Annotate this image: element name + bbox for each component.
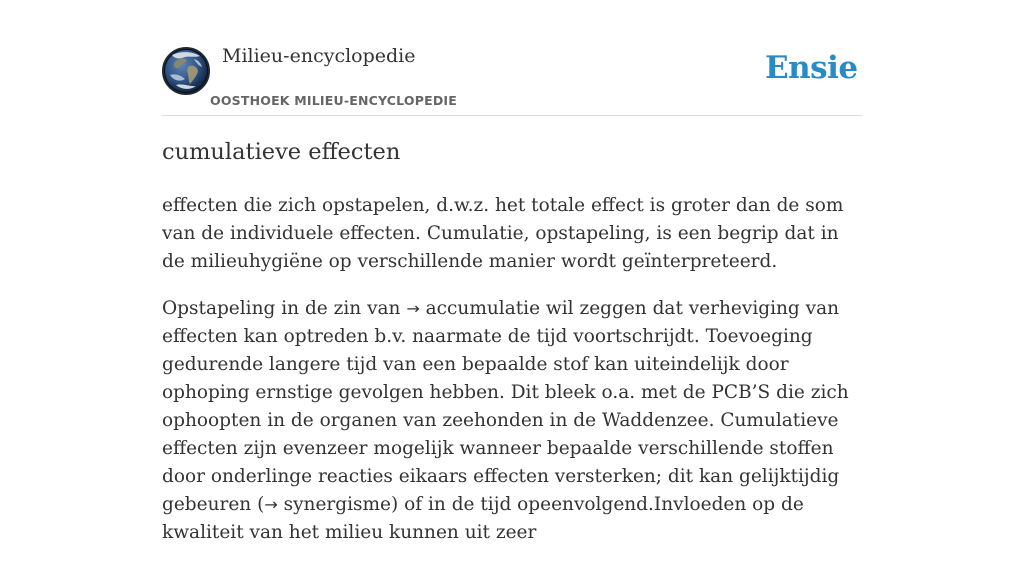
site-title[interactable]: Milieu-encyclopedie: [222, 45, 416, 67]
arrow-right-icon: →: [406, 299, 420, 318]
earth-globe-icon: [164, 49, 208, 93]
paragraph-text: wil zeggen dat verheviging van effecten kan optreden b.v. naarmate de tijd voortschrijdt. Toevoeging gedurende langere tijd van een bepaalde stof kan uiteindelijk door ophoping ernstige gevolgen hebben. Dit bleek o.a. met de PCB’S die zich ophoopten in de organen van zeehonden in de Waddenzee. Cumulatieve effecten zijn evenzeer mogelijk wanneer bepaalde verschillende stoffen door onderlinge reacties eikaars effecten versterken; dit kan gelijktijdig gebeuren (: [162, 298, 849, 515]
paragraph-text: Opstapeling in de zin van: [162, 298, 407, 319]
paragraph-text: ) of in de tijd opeenvolgend.Invloeden op de kwaliteit van het milieu kunnen uit zeer: [162, 494, 804, 543]
entry-title: cumulatieve effecten: [162, 139, 401, 165]
link-synergisme[interactable]: synergisme: [283, 494, 392, 515]
header-divider: [162, 115, 862, 116]
definition-paragraph: effecten die zich opstapelen, d.w.z. het totale effect is groter dan de som van de individuele effecten. Cumulatie, opstapeling, is een begrip dat in de milieuhygiëne op verschillende manier wordt geïnterpreteerd.: [162, 195, 844, 272]
arrow-right-icon: →: [264, 495, 278, 514]
site-logo[interactable]: [162, 47, 210, 95]
site-subtitle[interactable]: OOSTHOEK MILIEU-ENCYCLOPEDIE: [210, 93, 457, 108]
ensie-brand-link[interactable]: Ensie: [765, 50, 858, 86]
entry-content: [162, 192, 867, 566]
explanation-paragraph: [162, 295, 867, 547]
link-accumulatie[interactable]: accumulatie: [425, 298, 541, 319]
